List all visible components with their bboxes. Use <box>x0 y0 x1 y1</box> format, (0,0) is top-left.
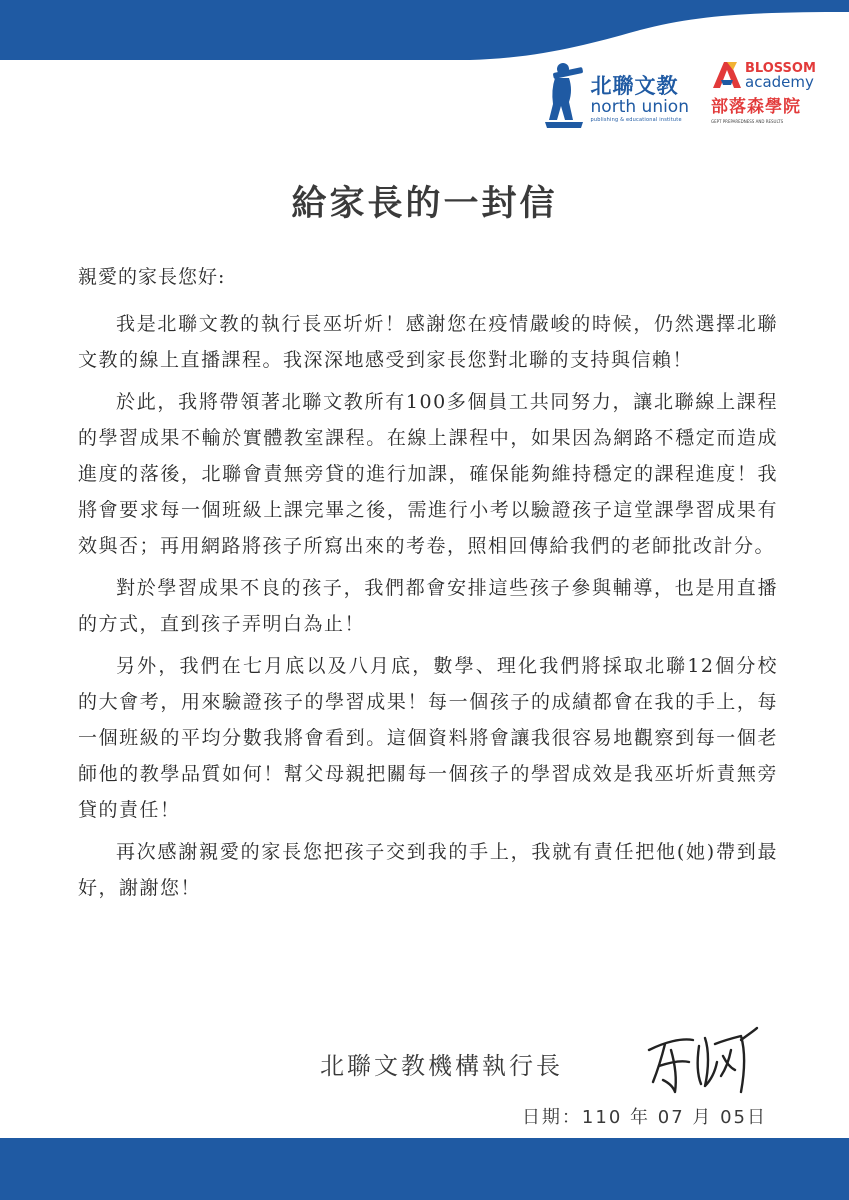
blossom-academy-logo <box>711 60 821 124</box>
blossom-a-mark-icon <box>711 60 743 90</box>
letter-title: 給家長的一封信 <box>291 184 558 224</box>
north-union-name-zh: 北聯文教 <box>590 74 679 98</box>
north-union-logo <box>543 60 689 130</box>
signoff-title: 北聯文教機構執行長 <box>320 1052 563 1080</box>
paragraph: 我是北聯文教的執行長巫圻炘！感謝您在疫情嚴峻的時候，仍然選擇北聯文教的線上直播課程。我深深地感受到家長您對北聯的支持與信賴！ <box>78 313 778 371</box>
blossom-name-zh: 部落森學院 <box>711 97 801 117</box>
paragraph: 對於學習成果不良的孩子，我們都會安排這些孩子參與輔導，也是用直播的方式，直到孩子弄明白為止！ <box>78 577 778 635</box>
logo-area <box>543 60 821 130</box>
letter-date: 日期：110 年 07 月 05日 <box>521 1107 767 1128</box>
north-union-subtitle: publishing & educational institute <box>590 117 682 123</box>
paragraph: 再次感謝親愛的家長您把孩子交到我的手上，我就有責任把他(她)帶到最好，謝謝您！ <box>78 841 778 899</box>
north-union-name-en: north union <box>590 97 689 117</box>
blossom-name-1: BLOSSOM <box>745 61 816 76</box>
paragraph: 於此，我將帶領著北聯文教所有100多個員工共同努力，讓北聯線上課程的學習成果不輸於實體教室課程。在線上課程中，如果因為網路不穩定而造成進度的落後，北聯會責無旁貸的進行加課，確保能夠維持穩定的課程進度！我將會要求每一個班級上課完畢之後，需進行小考以驗證孩子這堂課學習成果有效與否；再用網路將孩子所寫出來的考卷，照相回傳給我們的老師批改計分。 <box>78 391 778 557</box>
paragraph: 另外，我們在七月底以及八月底，數學、理化我們將採取北聯12個分校的大會考，用來驗證孩子的學習成果！每一個孩子的成績都會在我的手上，每一個班級的平均分數我將會看到。這個資料將會讓我很容易地觀察到每一個老師他的教學品質如何！幫父母親把關每一個孩子的學習成效是我巫圻炘責無旁貸的責任！ <box>78 655 778 821</box>
handwritten-signature-icon <box>645 1020 760 1102</box>
top-header-band <box>0 0 849 60</box>
letter-body <box>78 306 778 912</box>
bottom-footer-band <box>0 1138 849 1200</box>
blossom-tagline: GEPT PREPAREDNESS AND RESULTS <box>711 119 784 124</box>
letter-greeting: 親愛的家長您好: <box>78 266 226 288</box>
signature-block <box>0 1020 849 1110</box>
blossom-name-2: academy <box>745 73 814 91</box>
telescope-figure-icon <box>543 60 585 130</box>
